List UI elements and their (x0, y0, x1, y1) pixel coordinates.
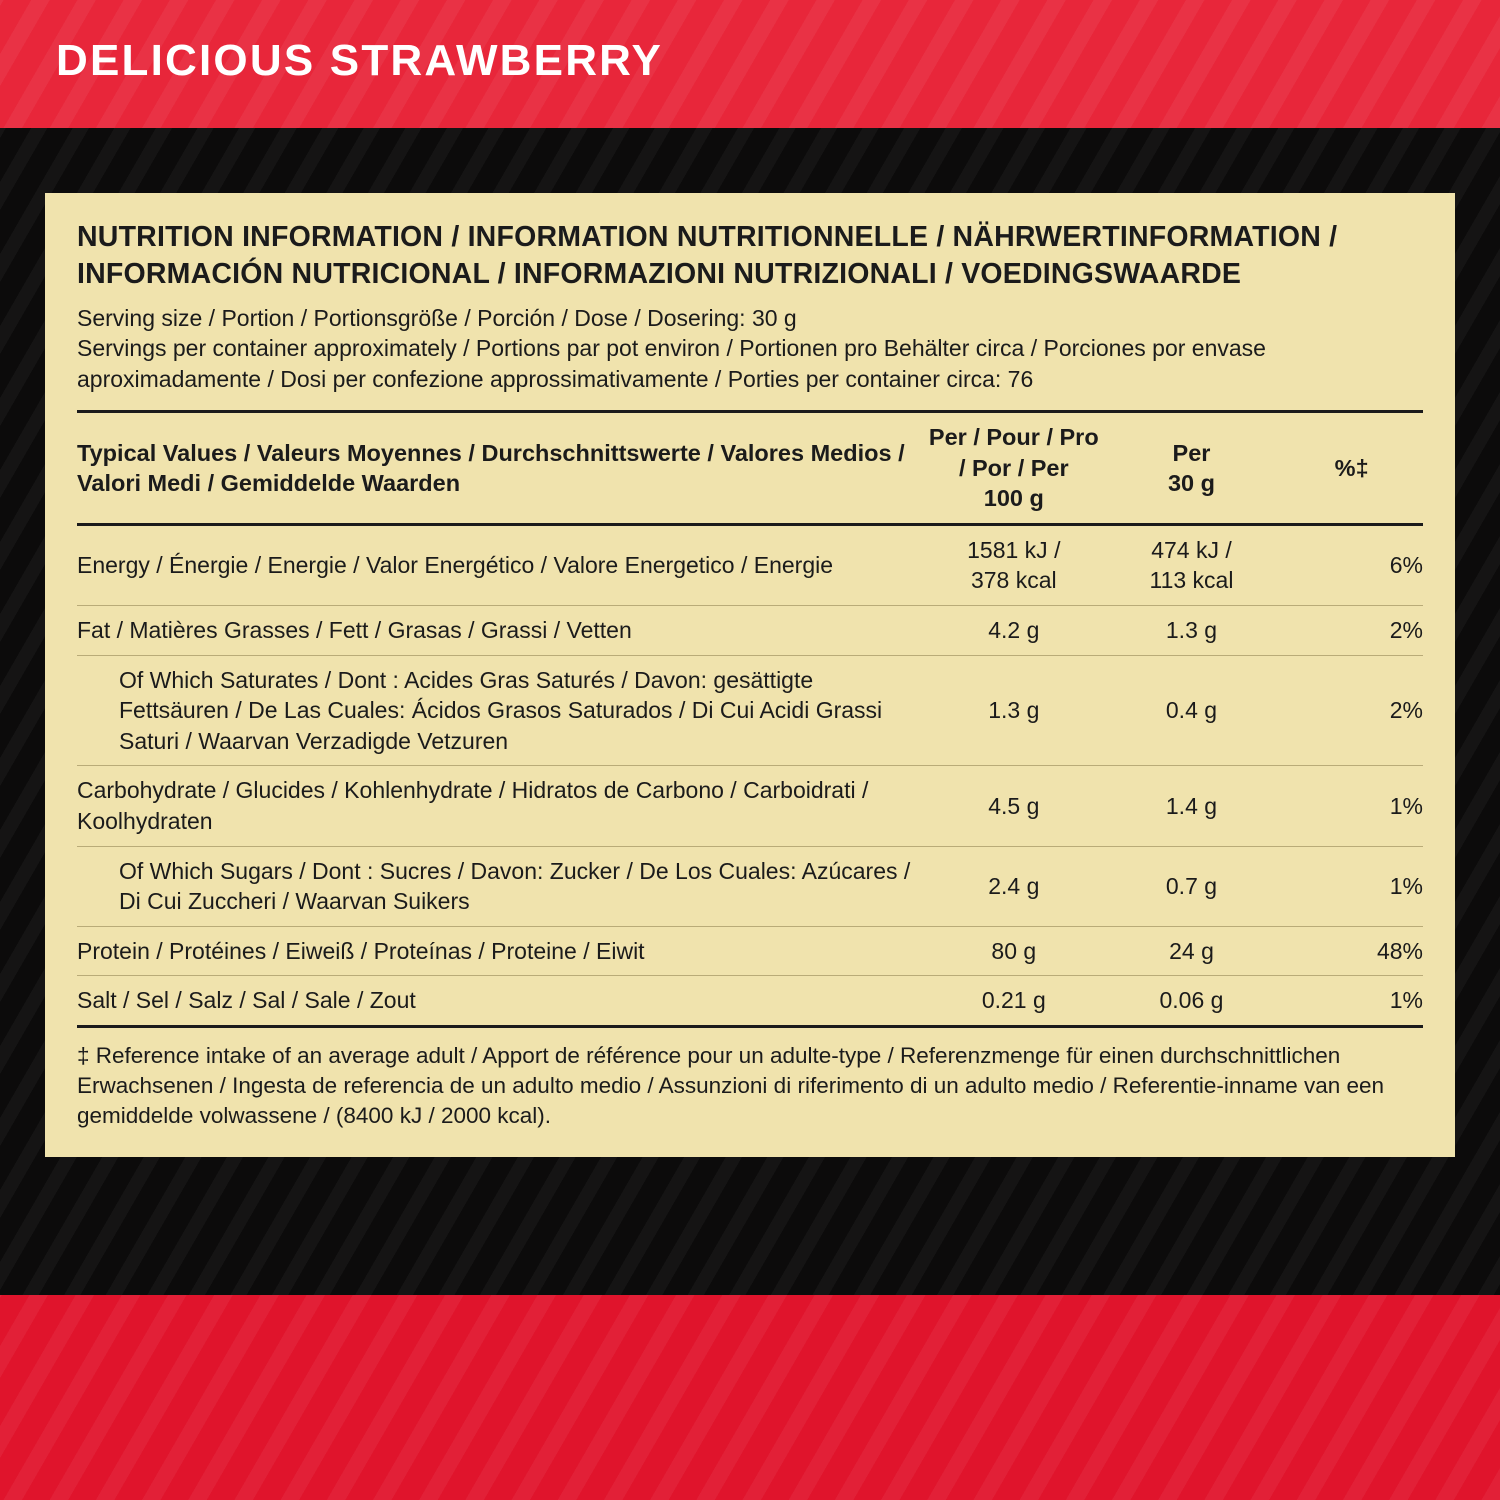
value-per-100g-line1: 1581 kJ / (967, 536, 1061, 563)
header-typical-values: Typical Values / Valeurs Moyennes / Durchschnittswerte / Valores Medios / Valori Medi / Gemiddelde Waarden (77, 412, 925, 525)
table-row (77, 655, 1423, 766)
value-per-100g: 4.2 g (925, 606, 1103, 656)
header-per-30g-line2: 30 g (1167, 470, 1215, 497)
serving-info (77, 303, 1423, 395)
nutrition-table-body (77, 524, 1423, 1026)
value-per-100g (925, 524, 1103, 605)
nutrient-name: Energy / Énergie / Energie / Valor Energético / Valore Energetico / Energie (77, 524, 925, 605)
table-row (77, 766, 1423, 846)
header-per-30g (1103, 412, 1281, 525)
value-per-30g-line1: 474 kJ / (1151, 536, 1232, 563)
nutrient-name: Salt / Sel / Salz / Sal / Sale / Zout (77, 976, 925, 1027)
serving-size-line: Serving size / Portion / Portionsgröße / Porción / Dose / Dosering: 30 g (77, 304, 797, 331)
nutrient-name: Of Which Sugars / Dont : Sucres / Davon: Zucker / De Los Cuales: Azúcares / Di Cui Zuccheri / Waarvan Suikers (77, 846, 925, 926)
table-row (77, 524, 1423, 605)
nutrition-panel (45, 193, 1455, 1157)
header-per-100g-line1: Per / Pour / Pro / Por / Per (928, 424, 1099, 481)
value-percent: 6% (1280, 524, 1423, 605)
value-per-30g: 1.4 g (1103, 766, 1281, 846)
value-per-30g (1103, 524, 1281, 605)
header-per-100g (925, 412, 1103, 525)
table-row (77, 976, 1423, 1027)
panel-title: NUTRITION INFORMATION / INFORMATION NUTRITIONNELLE / NÄHRWERTINFORMATION / INFORMACIÓN NUTRICIONAL / INFORMAZIONI NUTRIZIONALI / VOEDINGSWAARDE (77, 221, 1338, 290)
value-per-100g: 0.21 g (925, 976, 1103, 1027)
footer-band (0, 1295, 1500, 1500)
table-row (77, 846, 1423, 926)
value-percent: 2% (1280, 655, 1423, 766)
nutrient-name: Of Which Saturates / Dont : Acides Gras Saturés / Davon: gesättigte Fettsäuren / De Las Cuales: Ácidos Grasos Saturados / Di Cui Acidi Grassi Saturi / Waarvan Verzadigde Vetzuren (77, 655, 925, 766)
value-per-100g: 80 g (925, 926, 1103, 976)
value-per-30g-line2: 113 kcal (1149, 567, 1234, 594)
value-percent: 1% (1280, 766, 1423, 846)
nutrient-name: Fat / Matières Grasses / Fett / Grasas / Grassi / Vetten (77, 606, 925, 656)
value-per-30g: 24 g (1103, 926, 1281, 976)
value-per-30g: 0.4 g (1103, 655, 1281, 766)
nutrition-table (77, 410, 1423, 1028)
value-per-100g: 2.4 g (925, 846, 1103, 926)
flavour-title: DELICIOUS STRAWBERRY (56, 36, 664, 85)
header-per-100g-line2: 100 g (983, 485, 1044, 512)
table-row (77, 606, 1423, 656)
header-band (0, 0, 1500, 128)
value-percent: 1% (1280, 846, 1423, 926)
value-per-30g: 0.06 g (1103, 976, 1281, 1027)
value-per-100g-line2: 378 kcal (970, 567, 1057, 594)
header-percent-line2: %‡ (1334, 454, 1369, 481)
value-per-30g: 1.3 g (1103, 606, 1281, 656)
table-row (77, 926, 1423, 976)
nutrient-name: Protein / Protéines / Eiweiß / Proteínas / Proteine / Eiwit (77, 926, 925, 976)
header-per-30g-line1: Per (1172, 439, 1211, 466)
value-per-100g: 4.5 g (925, 766, 1103, 846)
value-percent: 2% (1280, 606, 1423, 656)
value-percent: 1% (1280, 976, 1423, 1027)
table-header-row (77, 412, 1423, 525)
header-percent (1280, 412, 1423, 525)
value-per-100g: 1.3 g (925, 655, 1103, 766)
value-percent: 48% (1280, 926, 1423, 976)
value-per-30g: 0.7 g (1103, 846, 1281, 926)
reference-intake-footnote: ‡ Reference intake of an average adult / Apport de référence pour un adulte-type / Referenzmenge für einen durchschnittlichen Erwachsenen / Ingesta de referencia de un adulto medio / Assunzioni di riferimento di un adulto medio / Referentie-inname van een gemiddelde volwassene / (8400 kJ / 2000 kcal). (77, 1042, 1385, 1129)
servings-per-container-line: Servings per container approximately / Portions par pot environ / Portionen pro Behälter circa / Porciones por envase aproximadamente / Dosi per confezione approssimativamente / Porties per container circa: 76 (77, 335, 1266, 392)
nutrient-name: Carbohydrate / Glucides / Kohlenhydrate / Hidratos de Carbono / Carboidrati / Koolhydraten (77, 766, 925, 846)
